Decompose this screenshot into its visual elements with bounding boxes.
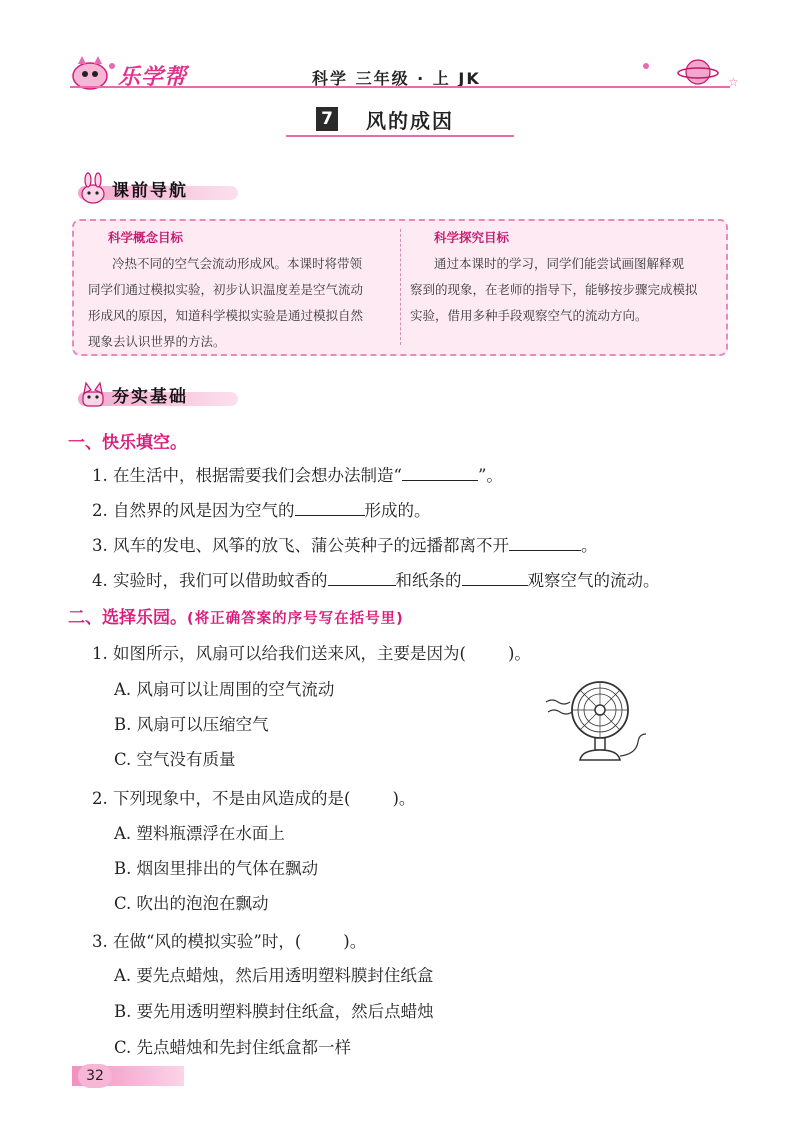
inquiry-line: 通过本课时的学习，同学们能尝试画图解释观 [434, 256, 685, 271]
question-text: 1. 在生活中，根据需要我们会想办法制造“ [92, 466, 402, 485]
fill-question-1 [92, 462, 503, 486]
lesson-title: 风的成因 [366, 109, 454, 133]
part1-title: 一、快乐填空。 [68, 433, 187, 453]
answer-blank[interactable] [402, 464, 478, 481]
question-text: 3. 在做“风的模拟实验”时，( [92, 932, 302, 951]
electric-fan-illustration [540, 672, 650, 772]
answer-blank[interactable] [509, 534, 581, 551]
option-b: B. 风扇可以压缩空气 [114, 715, 269, 734]
answer-blank[interactable] [462, 569, 528, 586]
section-foundation-heading [68, 378, 248, 412]
concept-goal-title: 科学概念目标 [108, 230, 184, 245]
bunny-mascot-icon [78, 172, 108, 204]
subject-grade: 科学 三年级 · 上 JK [312, 69, 481, 88]
option-a: A. 塑料瓶漂浮在水面上 [114, 824, 285, 843]
section-title: 课前导航 [112, 181, 188, 201]
question-text: 。 [581, 536, 598, 555]
header-rule [70, 86, 730, 88]
lesson-number: 7 [316, 107, 338, 131]
option-b: B. 要先用透明塑料膜封住纸盒，然后点蜡烛 [114, 1002, 434, 1021]
concept-line: 现象去认识世界的方法。 [88, 334, 226, 349]
part2-title [68, 603, 404, 628]
question-text: )。 [507, 644, 531, 663]
concept-line: 同学们通过模拟实验，初步认识温度差是空气流动 [88, 282, 364, 297]
goals-box [72, 219, 728, 356]
question-text: 观察空气的流动。 [527, 571, 660, 590]
question-text: )。 [343, 932, 367, 951]
section-preview-heading [68, 172, 248, 206]
lesson-heading [286, 105, 514, 137]
concept-line: 冷热不同的空气会流动形成风。本课时将带领 [112, 256, 363, 271]
question-text: 和纸条的 [395, 571, 462, 590]
concept-goal [88, 225, 388, 355]
inquiry-goal [410, 225, 716, 329]
inquiry-goal-title: 科学探究目标 [434, 230, 510, 245]
question-text: 形成的。 [364, 501, 431, 520]
question-text: 2. 下列现象中，不是由风造成的是( [92, 789, 351, 808]
question-text: 3. 风车的发电、风筝的放飞、蒲公英种子的远播都离不开 [92, 536, 509, 555]
section-title: 夯实基础 [112, 387, 188, 407]
inquiry-line: 察到的现象，在老师的指导下，能够按步骤完成模拟 [410, 282, 698, 297]
option-b: B. 烟囱里排出的气体在飘动 [114, 859, 319, 878]
option-a: A. 要先点蜡烛，然后用透明塑料膜封住纸盒 [114, 966, 434, 985]
option-c: C. 吹出的泡泡在飘动 [114, 894, 269, 913]
svg-text:☆: ☆ [728, 75, 739, 89]
question-text: 2. 自然界的风是因为空气的 [92, 501, 295, 520]
question-text: 4. 实验时，我们可以借助蚊香的 [92, 571, 328, 590]
inquiry-line: 实验，借用多种手段观察空气的流动方向。 [410, 308, 648, 323]
choice-question-3 [92, 928, 366, 952]
fill-question-3 [92, 532, 598, 556]
option-c: C. 先点蜡烛和先封住纸盒都一样 [114, 1038, 352, 1057]
answer-blank[interactable] [328, 569, 396, 586]
part2-title-text: 二、选择乐园。 [68, 608, 187, 628]
part2-note: (将正确答案的序号写在括号里) [187, 611, 404, 627]
choice-question-1 [92, 640, 531, 664]
question-text: )。 [392, 789, 416, 808]
page-number: 32 [78, 1064, 112, 1088]
choice-question-2 [92, 785, 415, 809]
goals-divider [400, 229, 401, 345]
question-text: ”。 [477, 466, 503, 485]
answer-blank[interactable] [295, 499, 365, 516]
brand-logo: 乐学帮 [118, 65, 188, 90]
question-text: 1. 如图所示，风扇可以给我们送来风，主要是因为( [92, 644, 466, 663]
option-c: C. 空气没有质量 [114, 750, 236, 769]
cat-mascot-icon [78, 378, 108, 410]
option-a: A. 风扇可以让周围的空气流动 [114, 680, 335, 699]
fill-question-4 [92, 567, 660, 591]
fill-question-2 [92, 497, 431, 521]
concept-line: 形成风的原因，知道科学模拟实验是通过模拟自然 [88, 308, 364, 323]
